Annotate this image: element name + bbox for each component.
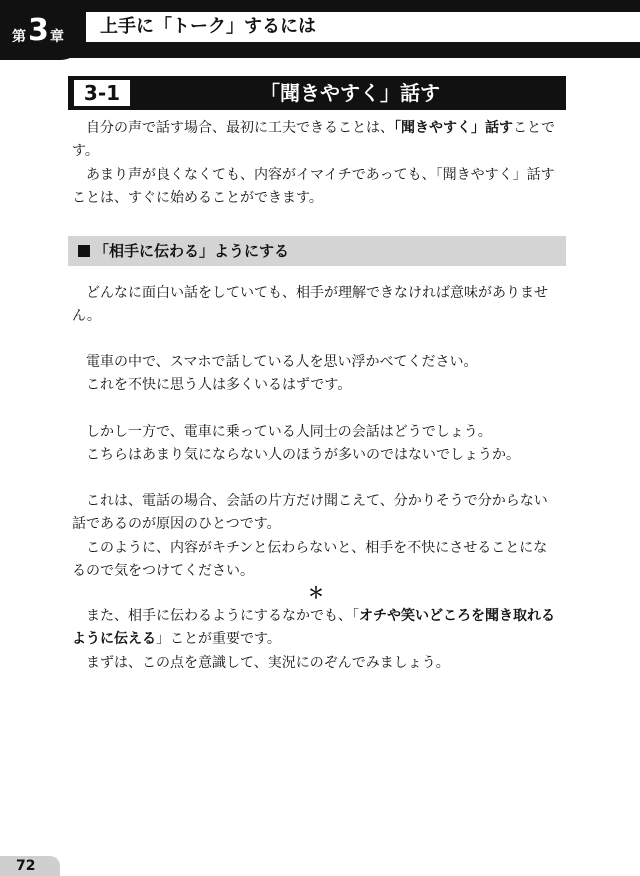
emphasis-text: ように伝える	[72, 631, 156, 647]
paragraph-line	[72, 165, 568, 185]
text-run: ことで	[513, 120, 555, 136]
paragraph-line: るので気をつけてください。	[72, 563, 254, 579]
square-bullet-icon	[78, 245, 90, 257]
chapter-suffix: 章	[50, 29, 64, 45]
paragraph-line	[72, 422, 568, 442]
chapter-title: 上手に「トーク」するには	[100, 16, 316, 37]
paragraph-line: 話であるのが原因のひとつです。	[72, 516, 281, 532]
text-run: こちらはあまり気にならない人のほうが多いのではないでしょうか。	[86, 447, 520, 463]
paragraph-line: ん。	[72, 308, 101, 324]
chapter-prefix: 第	[12, 29, 26, 45]
page-number: 72	[16, 858, 36, 874]
chapter-badge	[0, 8, 86, 60]
text-run: まずは、この点を意識して、実況にのぞんでみましょう。	[86, 655, 450, 671]
text-run: このように、内容がキチンと伝わらないと、相手を不快にさせることにな	[86, 540, 548, 556]
emphasis-text: オチや笑いどころを聞き取れる	[359, 608, 555, 624]
text-run: これを不快に思う人は多くいるはずです。	[86, 377, 352, 393]
section-title: 「聞きやすく」話す	[260, 81, 440, 105]
paragraph-line	[72, 538, 568, 558]
subsection-title: 「相手に伝わる」ようにする	[94, 242, 290, 260]
text-run: これは、電話の場合、会話の片方だけ聞こえて、分かりそうで分からない	[86, 493, 548, 509]
paragraph-line	[72, 491, 568, 511]
paragraph-line	[72, 629, 568, 649]
paragraph-line: す。	[72, 143, 99, 159]
section-number: 3-1	[74, 80, 130, 106]
text-run: しかし一方で、電車に乗っている人同士の会話はどうでしょう。	[86, 424, 492, 440]
paragraph-line	[72, 375, 568, 395]
text-run: 」ことが重要です。	[156, 631, 281, 647]
paragraph-line	[72, 653, 568, 673]
paragraph-line	[72, 283, 568, 303]
paragraph-line	[72, 118, 568, 138]
text-run: また、相手に伝わるようにするなかでも、「	[86, 608, 359, 624]
section-break-asterisk: ＊	[307, 583, 324, 602]
text-run: あまり声が良くなくても、内容がイマイチであっても、「聞きやすく」話す	[86, 167, 555, 183]
emphasis-text: 「聞きやすく」話す	[394, 120, 513, 136]
paragraph-line	[72, 606, 568, 626]
text-run: 電車の中で、スマホで話している人を思い浮かべてください。	[86, 354, 478, 370]
paragraph-line	[72, 352, 568, 372]
paragraph-line: ことは、すぐに始めることができます。	[72, 190, 323, 206]
paragraph-line	[72, 445, 568, 465]
text-run: 自分の声で話す場合、最初に工夫できることは、	[86, 120, 394, 136]
text-run: どんなに面白い話をしていても、相手が理解できなければ意味がありませ	[86, 285, 548, 301]
chapter-number: 3	[28, 13, 49, 48]
